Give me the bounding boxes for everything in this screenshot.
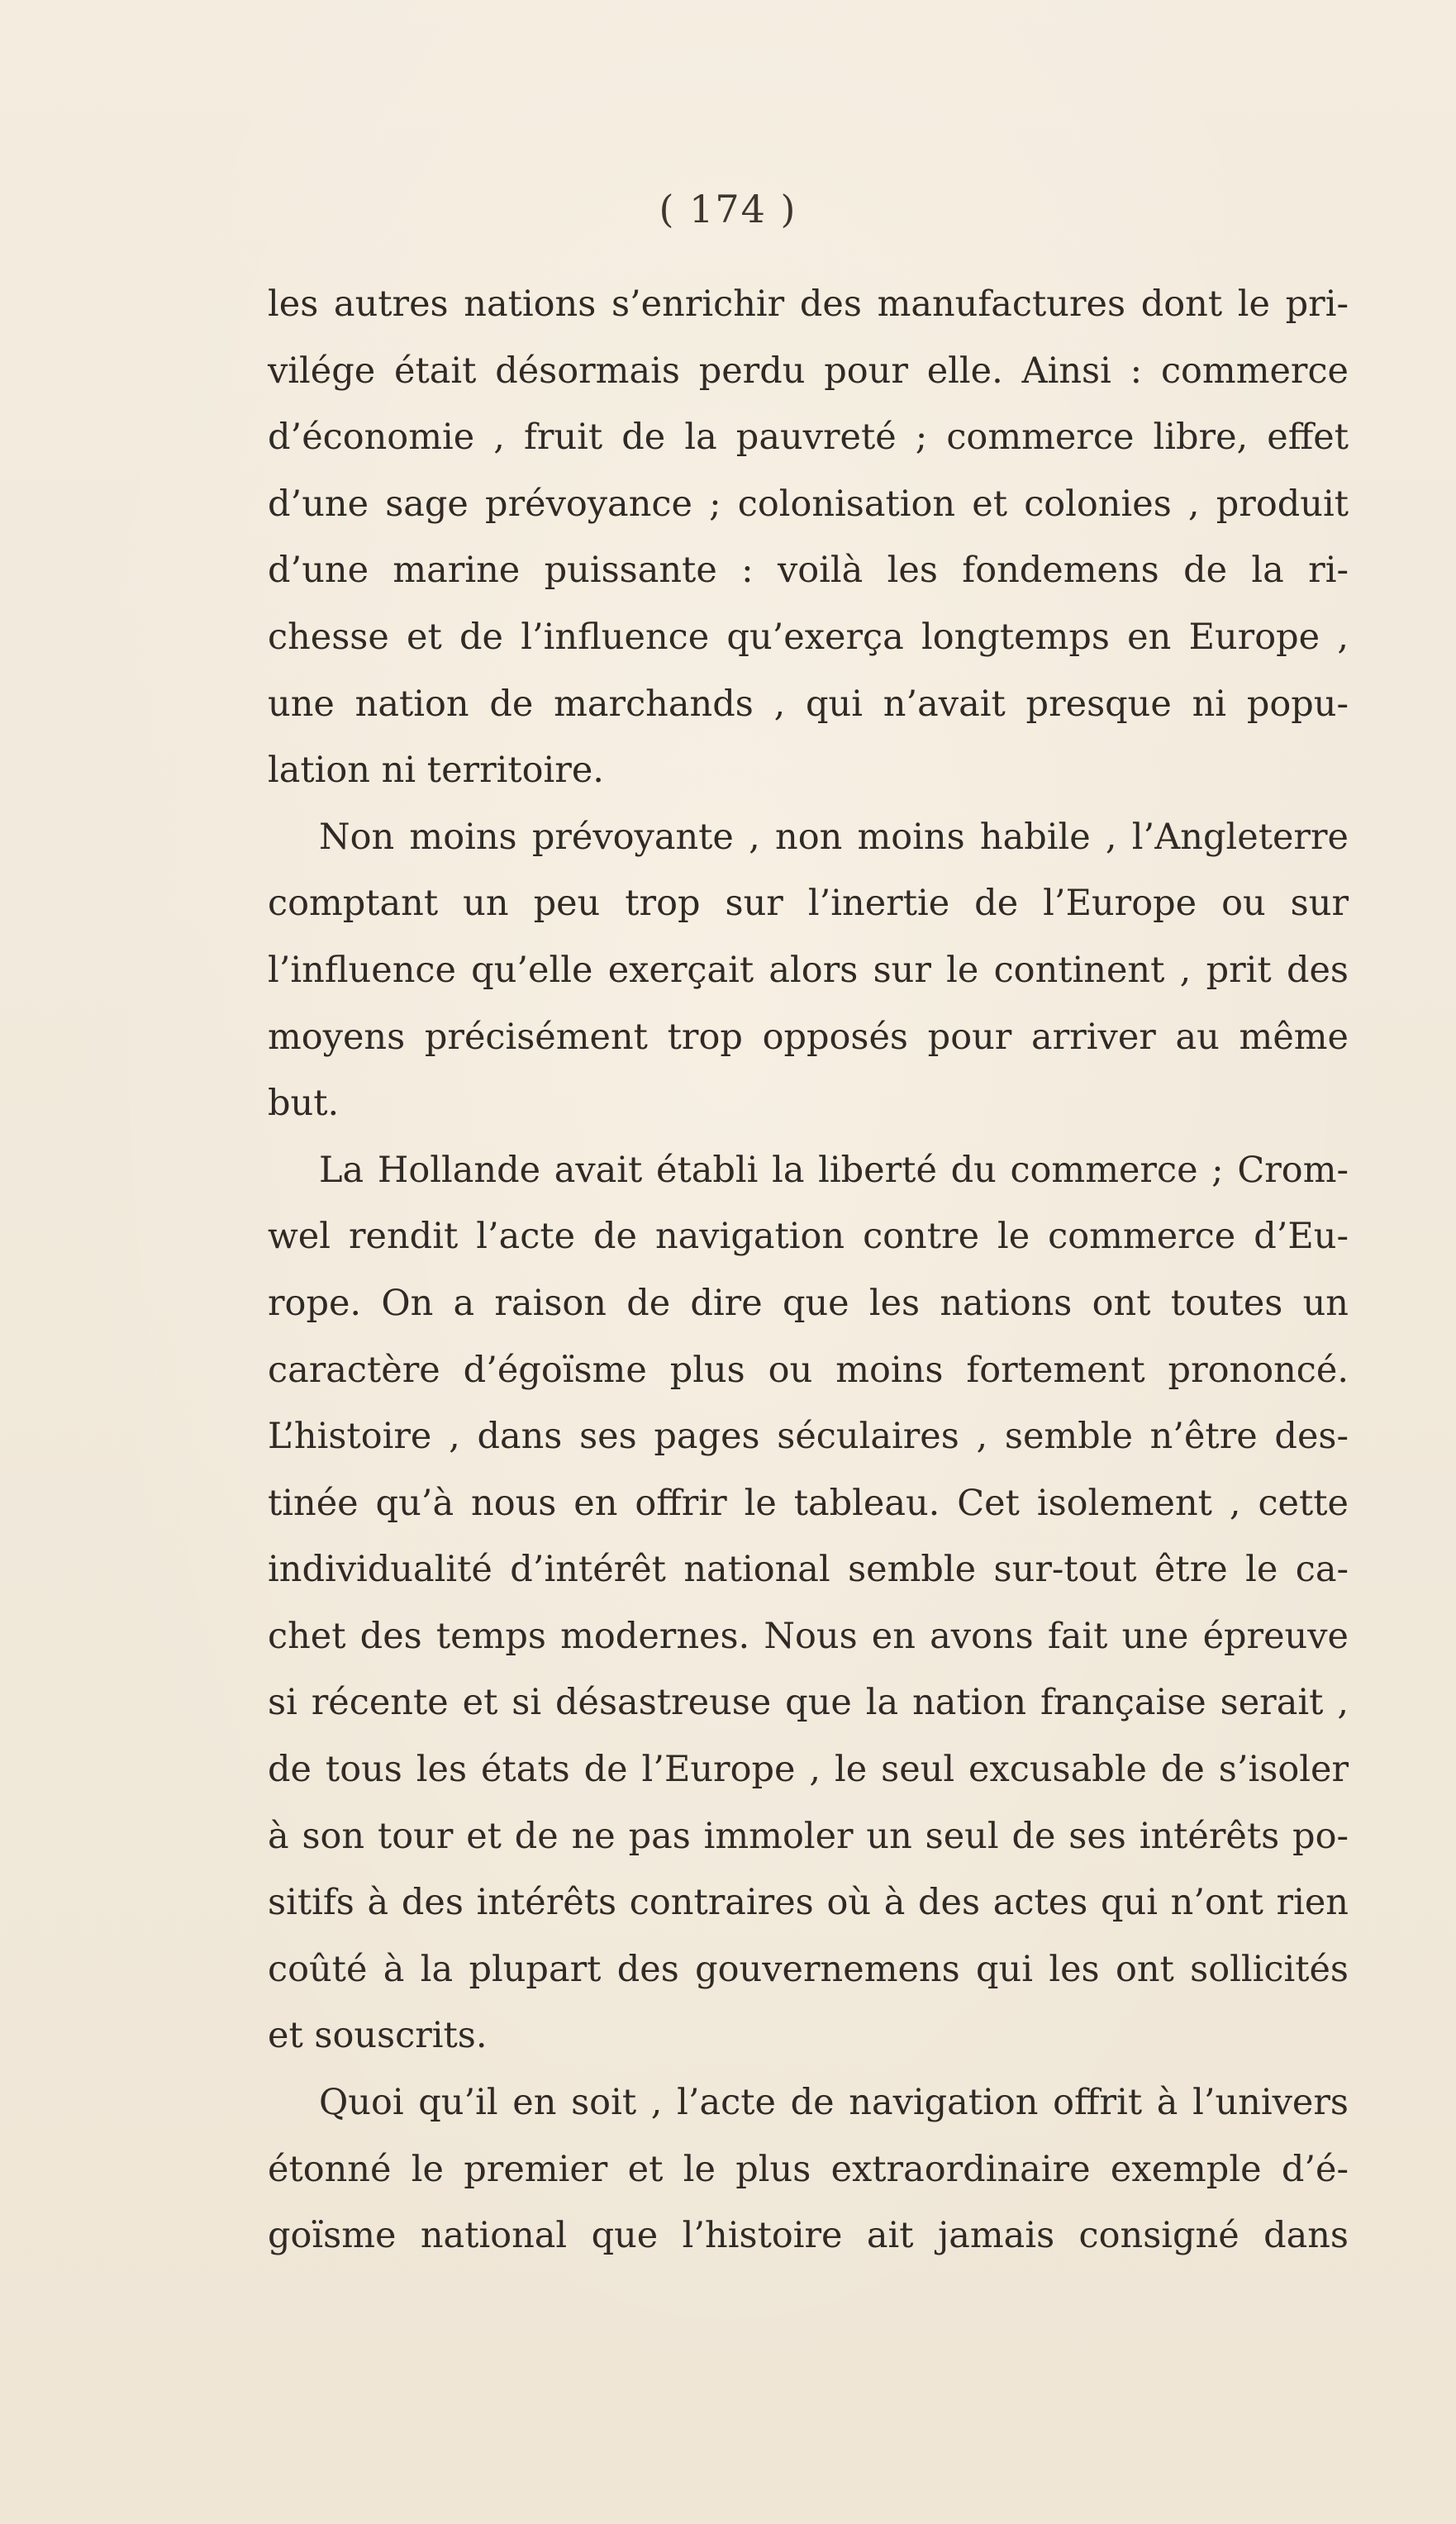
page-number: ( 174 ) xyxy=(659,187,797,231)
text-line: chet des temps modernes. Nous en avons fait une épreuve xyxy=(268,1615,1349,1657)
text-line: comptant un peu trop sur l’inertie de l’Europe ou sur xyxy=(268,883,1349,925)
text-line: de tous les états de l’Europe , le seul excusable de s’isoler xyxy=(268,1749,1349,1791)
text-line: les autres nations s’enrichir des manufactures dont le pri- xyxy=(268,283,1349,325)
text-line: moyens précisément trop opposés pour arriver au même xyxy=(268,1016,1349,1058)
text-line: l’influence qu’elle exerçait alors sur le continent , prit des xyxy=(268,949,1349,991)
text-line: et souscrits. xyxy=(268,2015,488,2057)
body-text xyxy=(268,271,1349,2269)
text-line: vilége était désormais perdu pour elle. Ainsi : commerce xyxy=(268,350,1349,392)
text-line: but. xyxy=(268,1083,340,1125)
text-line: rope. On a raison de dire que les nations ont toutes un xyxy=(268,1282,1349,1324)
text-line: lation ni territoire. xyxy=(268,750,604,792)
text-line: une nation de marchands , qui n’avait presque ni popu- xyxy=(268,683,1349,725)
text-line: Quoi qu’il en soit , l’acte de navigation offrit à l’univers xyxy=(319,2082,1349,2124)
text-line: caractère d’égoïsme plus ou moins fortement prononcé. xyxy=(268,1349,1349,1391)
text-line: d’une marine puissante : voilà les fondemens de la ri- xyxy=(268,550,1349,592)
text-line: coûté à la plupart des gouvernemens qui les ont sollicités xyxy=(268,1948,1349,1990)
text-line: si récente et si désastreuse que la nation française serait , xyxy=(268,1682,1349,1724)
text-line: d’une sage prévoyance ; colonisation et colonies , produit xyxy=(268,483,1349,525)
text-line: Non moins prévoyante , non moins habile , l’Angleterre xyxy=(319,816,1349,858)
text-line: tinée qu’à nous en offrir le tableau. Cet isolement , cette xyxy=(268,1482,1349,1524)
text-line: L’histoire , dans ses pages séculaires , semble n’être des- xyxy=(268,1416,1349,1458)
text-line: goïsme national que l’histoire ait jamais consigné dans xyxy=(268,2215,1349,2257)
text-line: individualité d’intérêt national semble sur-tout être le ca- xyxy=(268,1549,1349,1591)
text-line: La Hollande avait établi la liberté du commerce ; Crom- xyxy=(319,1149,1349,1191)
text-line: wel rendit l’acte de navigation contre le commerce d’Eu- xyxy=(268,1216,1349,1258)
text-line: à son tour et de ne pas immoler un seul de ses intérêts po- xyxy=(268,1815,1349,1857)
text-line: sitifs à des intérêts contraires où à des actes qui n’ont rien xyxy=(268,1882,1349,1924)
text-line: chesse et de l’influence qu’exerça longtemps en Europe , xyxy=(268,616,1349,658)
text-line: étonné le premier et le plus extraordinaire exemple d’é- xyxy=(268,2148,1349,2190)
text-line: d’économie , fruit de la pauvreté ; commerce libre, effet xyxy=(268,417,1349,459)
